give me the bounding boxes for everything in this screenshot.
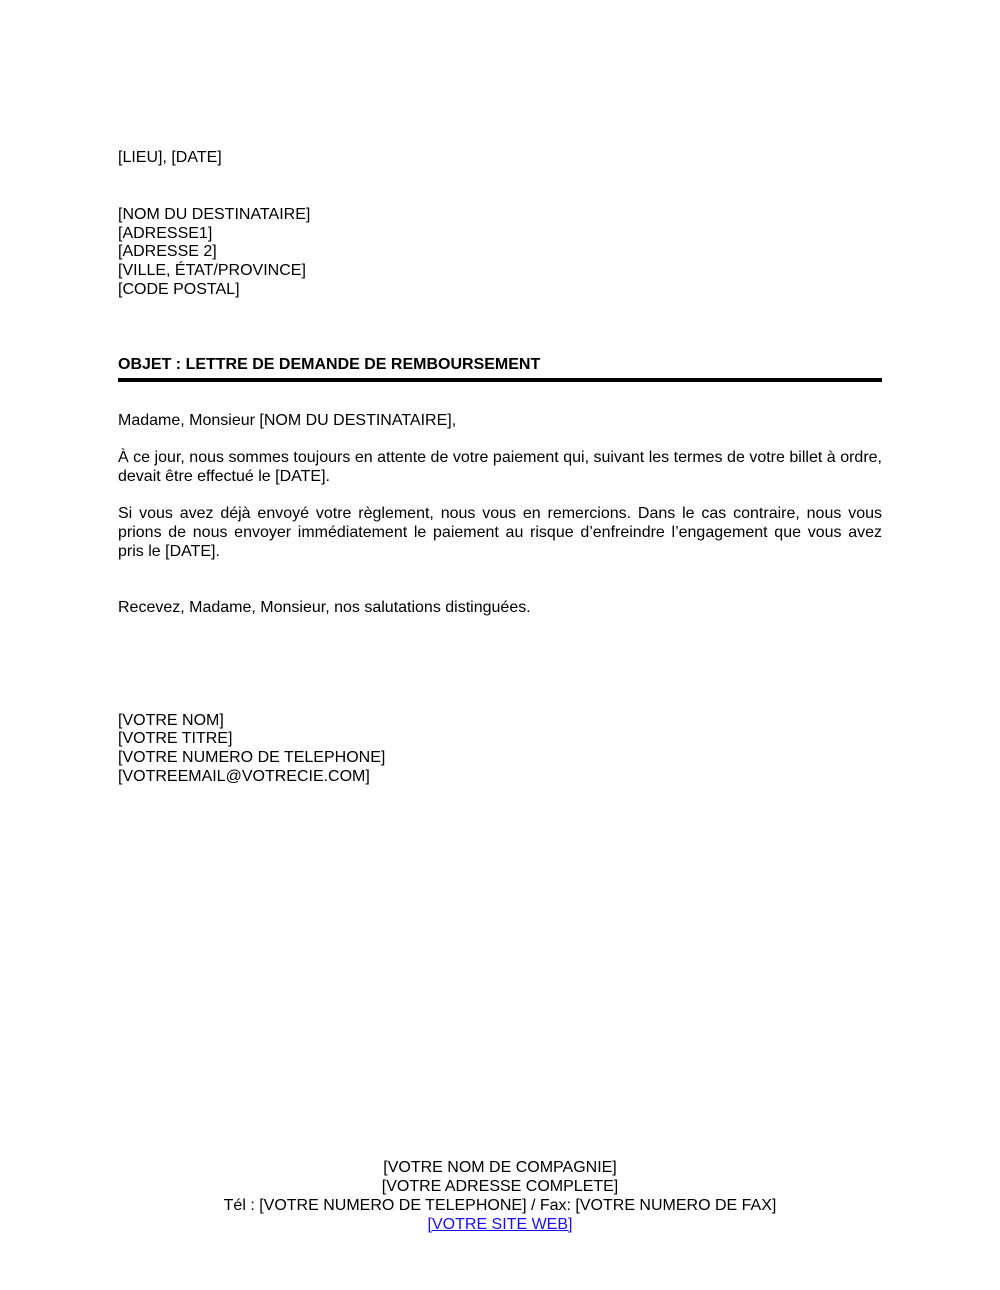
salutation: Madame, Monsieur [NOM DU DESTINATAIRE], xyxy=(118,412,457,429)
page-footer xyxy=(0,1158,1000,1234)
recipient-address1: [ADRESSE1] xyxy=(118,225,213,242)
footer-company: [VOTRE NOM DE COMPAGNIE] xyxy=(383,1159,617,1176)
subject-divider xyxy=(118,378,882,382)
closing: Recevez, Madame, Monsieur, nos salutations distinguées. xyxy=(118,599,531,616)
footer-address: [VOTRE ADRESSE COMPLETE] xyxy=(381,1178,619,1195)
place-date: [LIEU], [DATE] xyxy=(118,149,222,166)
subject-line: OBJET : LETTRE DE DEMANDE DE REMBOURSEMENT xyxy=(118,356,541,373)
recipient-city-state: [VILLE, ÉTAT/PROVINCE] xyxy=(118,262,306,279)
paragraph-1: À ce jour, nous sommes toujours en attente de votre paiement qui, suivant les termes de votre billet à ordre, devait être effectué le [DATE]. xyxy=(118,449,882,485)
signature-email: [VOTREEMAIL@VOTRECIE.COM] xyxy=(118,768,370,785)
signature-phone: [VOTRE NUMERO DE TELEPHONE] xyxy=(118,749,386,766)
paragraph-2: Si vous avez déjà envoyé votre règlement, nous vous en remercions. Dans le cas contraire, nous vous prions de nous envoyer immédiatement le paiement au risque d’enfreindre l’engagement que vous avez pris le [DATE]. xyxy=(118,505,882,560)
recipient-name: [NOM DU DESTINATAIRE] xyxy=(118,206,311,223)
footer-contact: Tél : [VOTRE NUMERO DE TELEPHONE] / Fax: [VOTRE NUMERO DE FAX] xyxy=(223,1197,777,1214)
recipient-postal-code: [CODE POSTAL] xyxy=(118,281,240,298)
footer-website-link[interactable]: [VOTRE SITE WEB] xyxy=(427,1216,573,1233)
signature-title: [VOTRE TITRE] xyxy=(118,730,233,747)
recipient-address2: [ADRESSE 2] xyxy=(118,243,217,260)
signature-name: [VOTRE NOM] xyxy=(118,712,224,729)
